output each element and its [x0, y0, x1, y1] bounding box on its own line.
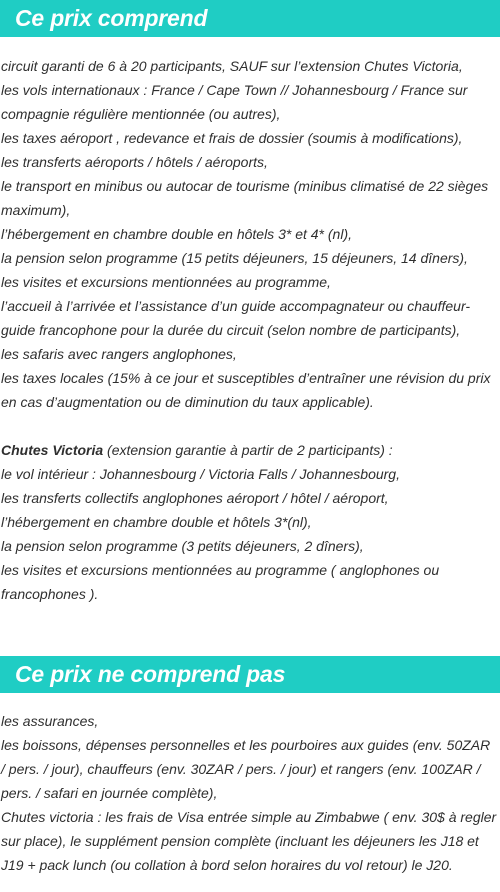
- victoria-subtitle: (extension garantie à partir de 2 participants) :: [103, 442, 393, 458]
- includes-section-header: [0, 0, 500, 37]
- excludes-list: [0, 693, 500, 877]
- includes-item: l’accueil à l’arrivée et l’assistance d’un guide accompagnateur ou chauffeur-guide francophone pour la durée du circuit (selon nombre de participants),: [1, 298, 471, 338]
- excludes-item: les assurances,: [1, 713, 99, 729]
- includes-item: l’hébergement en chambre double en hôtels 3* et 4* (nl),: [1, 226, 352, 242]
- victoria-item: l’hébergement en chambre double et hôtels 3*(nl),: [1, 514, 312, 530]
- includes-item: les taxes locales (15% à ce jour et susceptibles d’entraîner une révision du prix en cas d’augmentation ou de diminution du taux applicable).: [1, 370, 491, 410]
- includes-item: les transferts aéroports / hôtels / aéroports,: [1, 154, 268, 170]
- includes-item: la pension selon programme (15 petits déjeuners, 15 déjeuners, 14 dîners),: [1, 250, 468, 266]
- includes-item: circuit garanti de 6 à 20 participants, SAUF sur l’extension Chutes Victoria,: [1, 58, 463, 74]
- victoria-item: la pension selon programme (3 petits déjeuners, 2 dîners),: [1, 538, 364, 554]
- excludes-item: les boissons, dépenses personnelles et les pourboires aux guides (env. 50ZAR / pers. / jour), chauffeurs (env. 30ZAR / pers. / jour) et rangers (env. 100ZAR / pers. / safari en journée complète),: [1, 737, 491, 801]
- includes-item: les taxes aéroport , redevance et frais de dossier (soumis à modifications),: [1, 130, 463, 146]
- victoria-extension-block: [1, 414, 498, 606]
- victoria-title: Chutes Victoria: [1, 442, 104, 458]
- includes-item: les vols internationaux : France / Cape Town // Johannesbourg / France sur compagnie régulière mentionnée (ou autres),: [1, 82, 468, 122]
- excludes-item: Chutes victoria : les frais de Visa entrée simple au Zimbabwe ( env. 30$ à regler sur place), le supplément pension complète (incluant les déjeuners les J18 et J19 + pack lunch (ou collation à bord selon horaires du vol retour) le J20.: [1, 809, 497, 873]
- includes-item: les safaris avec rangers anglophones,: [1, 346, 237, 362]
- excludes-section-header: [0, 656, 500, 693]
- victoria-heading: [1, 438, 498, 462]
- excludes-title: Ce prix ne comprend pas: [15, 661, 286, 687]
- includes-item: les visites et excursions mentionnées au programme,: [1, 274, 331, 290]
- includes-item: le transport en minibus ou autocar de tourisme (minibus climatisé de 22 sièges maximum),: [1, 178, 489, 218]
- victoria-item: les visites et excursions mentionnées au programme ( anglophones ou francophones ).: [1, 562, 440, 602]
- includes-list: [0, 37, 500, 606]
- victoria-item: le vol intérieur : Johannesbourg / Victoria Falls / Johannesbourg,: [1, 466, 400, 482]
- victoria-item: les transferts collectifs anglophones aéroport / hôtel / aéroport,: [1, 490, 389, 506]
- includes-title: Ce prix comprend: [15, 5, 208, 31]
